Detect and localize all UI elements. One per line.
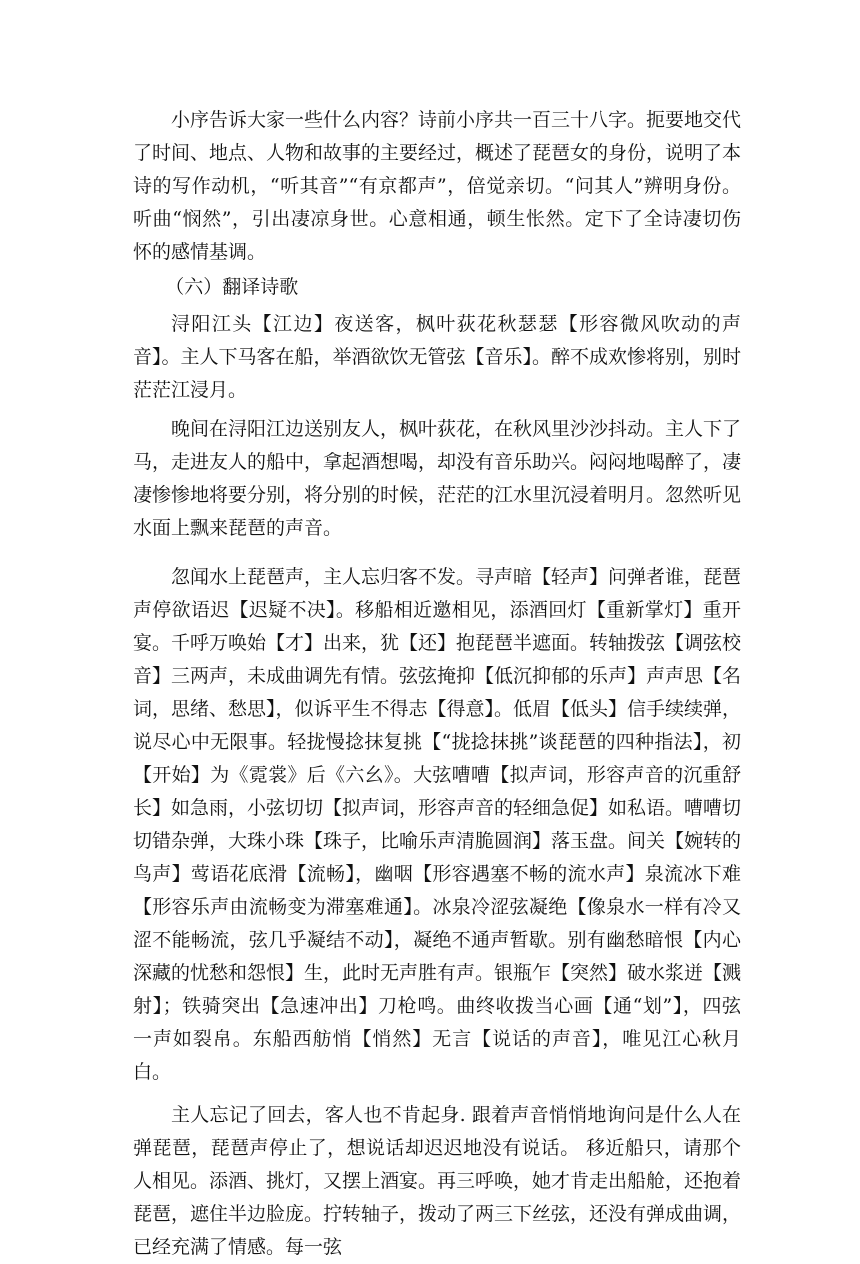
paragraph-translation-1: 晚间在浔阳江边送别友人，枫叶荻花，在秋风里沙沙抖动。主人下了马，走进友人的船中，拿起酒想喝，却没有音乐助兴。闷闷地喝醉了，凄凄惨惨地将要分别，将分别的时候，茫茫的江水里沉浸着明月。忽然听见水面上飘来琵琶的声音。 [133,418,742,539]
paragraph-poem-lines-1: 浔阳江头【江边】夜送客，枫叶荻花秋瑟瑟【形容微风吹动的声音】。主人下马客在船，举酒欲饮无管弦【音乐】。醉不成欢惨将别，别时茫茫江浸月。 [133,313,742,401]
section-heading: （六）翻译诗歌 [165,276,299,298]
paragraph-poem-lines-2: 忽闻水上琵琶声，主人忘归客不发。寻声暗【轻声】问弹者谁，琵琶声停欲语迟【迟疑不决】。移船相近邀相见，添酒回灯【重新掌灯】重开宴。千呼万唤始【才】出来，犹【还】抱琵琶半遮面。转轴拨弦【调弦校音】三两声，未成曲调先有情。弦弦掩抑【低沉抑郁的乐声】声声思【名词，思绪、愁思】，似诉平生不得志【得意】。低眉【低头】信手续续弹，说尽心中无限事。轻拢慢捻抹复挑【“拢捻抹挑”谈琵琶的四种指法】，初【开始】为《霓裳》后《六幺》。大弦嘈嘈【拟声词，形容声音的沉重舒长】如急雨，小弦切切【拟声词，形容声音的轻细急促】如私语。嘈嘈切切错杂弹，大珠小珠【珠子，比喻乐声清脆圆润】落玉盘。间关【婉转的鸟声】莺语花底滑【流畅】，幽咽【形容遇塞不畅的流水声】泉流冰下难【形容乐声由流畅变为滞塞难通】。冰泉冷涩弦凝绝【像泉水一样有冷又涩不能畅流，弦几乎凝结不动】，凝绝不通声暂歇。别有幽愁暗恨【内心深藏的忧愁和怨恨】生，此时无声胜有声。银瓶乍【突然】破水浆迸【溅射】；铁骑突出【急速冲出】刀枪鸣。曲终收拨当心画【通“划”】，四弦一声如裂帛。东船西舫悄【悄然】无言【说话的声音】，唯见江心秋月白。 [133,566,742,1083]
paragraph-translation-2: 主人忘记了回去，客人也不肯起身. 跟着声音悄悄地询问是什么人在弹琵琶，琵琶声停止了，想说话却迟迟地没有说话。 移近船只，请那个人相见。添酒、挑灯，又摆上酒宴。再三呼唤，她才肯走出船舱，还抱着琵琶，遮住半边脸庞。拧转轴子，拨动了两三下丝弦，还没有弹成曲调，已经充满了情感。每一弦 [133,1104,742,1258]
paragraph-preface-summary: 小序告诉大家一些什么内容？诗前小序共一百三十八字。扼要地交代了时间、地点、人物和故事的主要经过，概述了琵琶女的身份，说明了本诗的写作动机，“听其音”“有京都声”，倍觉亲切。“问其人”辨明身份。听曲“悯然”，引出凄凉身世。心意相通，顿生怅然。定下了全诗凄切伤怀的感情基调。 [133,109,742,263]
document-body [133,104,741,1264]
